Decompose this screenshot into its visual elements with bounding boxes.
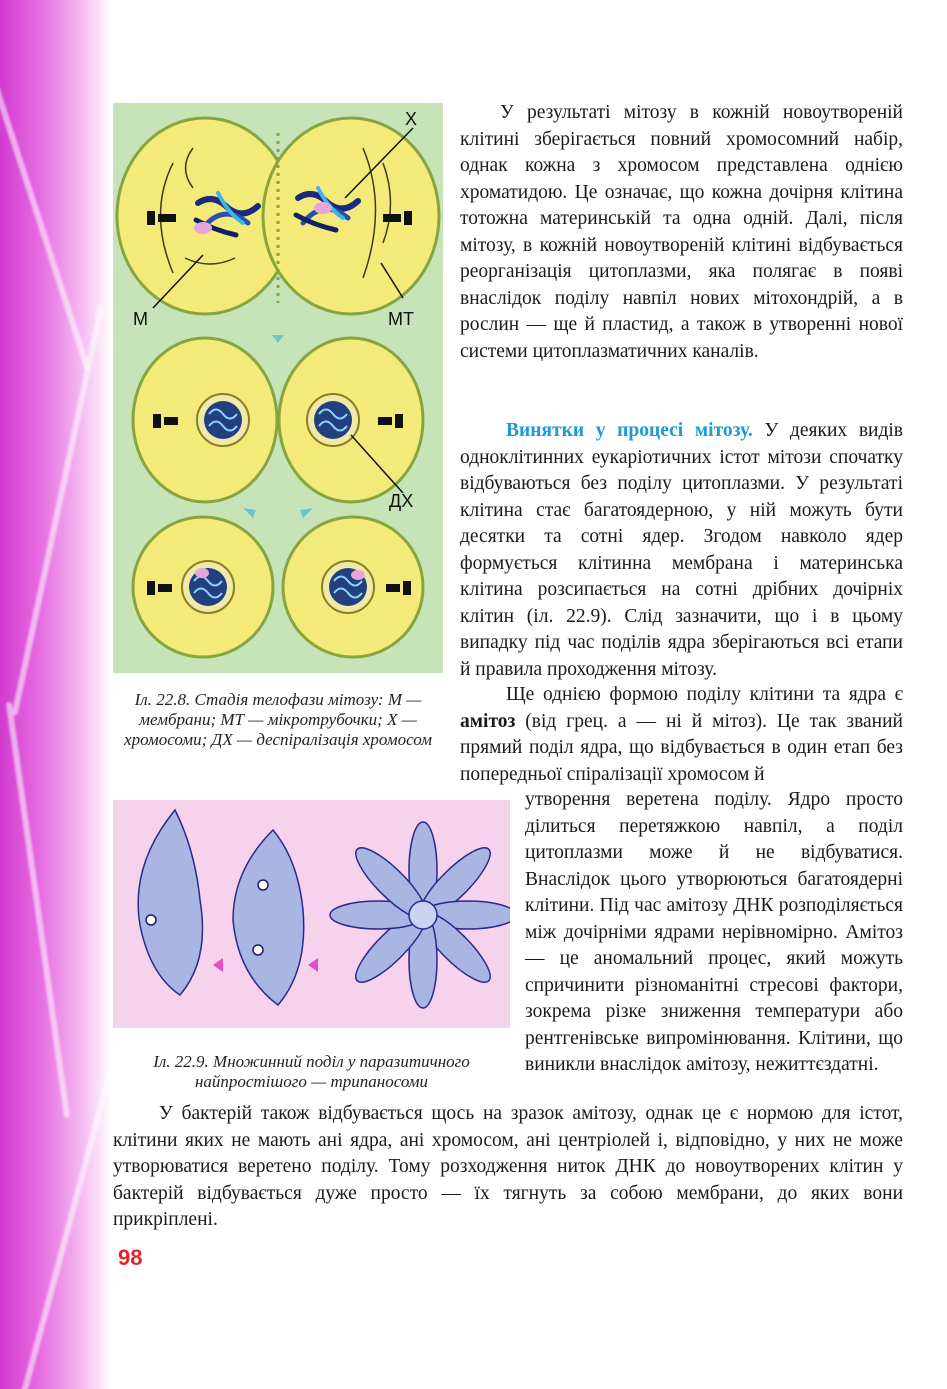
telophase-illustration [113,103,443,673]
figure-telophase [113,103,443,673]
label-x: Х [405,109,418,129]
label-mt: МТ [388,309,414,329]
paragraph-3-part-a: Ще однією формою поділу клітини та ядра є [506,684,903,705]
paragraph-2 [460,418,903,683]
term-amitosis: амітоз [460,710,516,732]
label-m: М [133,309,148,329]
cell-stage-3 [133,517,423,657]
trypanosome-cell-1 [138,810,202,995]
label-dx: ДХ [389,491,414,511]
arrows-diverge-icon [243,508,313,518]
cell-stage-2 [133,338,423,502]
decorative-side-band [0,0,112,1389]
figure-22-9-caption: Іл. 22.9. Множинний поділ у паразитичного найпростішого — трипаносоми [153,1052,470,1091]
figure-22-8-caption: Іл. 22.8. Стадія телофази мітозу: М — мембрани; МТ — мікротрубочки; Х — хромосоми; ДХ — деспіралізація хромосом [124,690,432,749]
paragraph-3-start [460,682,903,788]
cell-stage-1 [117,118,439,314]
paragraph-3-continued: утворення веретена поділу. Ядро просто ділиться перетяжкою навпіл, а поділ цитоплазми може й не відбуватися. Внаслідок цього утворюються багатоядерні клітини. Під час амітозу ДНК розподіляється між дочірніми ядрами нерівномірно. Амітоз — це аномальний процес, який можуть спричинити різноманітні стресові фактори, зокрема різке зниження температури або рентгенівське випромінювання. Клітини, що виникли внаслідок амітозу, нежиттєздатні. [525,789,903,1075]
section-heading-exceptions: Винятки у процесі мітозу. [506,420,753,441]
figure-trypanosome [113,800,510,1028]
trypanosome-rosette [330,822,510,1008]
paragraph-2-body: У деяких видів одноклітинних еукаріотичних істот мітози спочатку відбуваються без поділу цитоплазми. У результаті клітина стає багатоядерною, у ній можуть бути десятки та сотні ядер. Згодом навколо ядер формується клітинна мембрана і материнська клітина розсипається на сотні дрібних дочірніх клітин (іл. 22.9). Слід зазначити, що і в цьому випадку під час поділів ядра зберігаються всі етапи й правила проходження мітозу. [460,420,904,680]
arrow-down-icon [272,325,284,343]
paragraph-4: У бактерій також відбувається щось на зразок амітозу, однак це є нормою для істот, клітини яких не мають ані ядра, ані хромосом, ані центріолей і, відповідно, у них не може утворюватися веретено поділу. Тому розходження ниток ДНК до новоутворених клітин у бактерій відбувається дуже просто — їх тягнуть за собою мембрани, до яких вони прикріплені. [113,1103,903,1230]
trypanosome-illustration [113,800,510,1028]
paragraph-1: У результаті мітозу в кожній новоутвореній клітині зберігається повний хромосомний набір, однак кожна з хромосом представлена однією хроматидою. Це означає, що кожна дочірня клітина тотожна материнській та одна одній. Далі, після мітозу, в кожній новоутвореній клітині відбувається реорганізація цитоплазми, яка полягає в появі внаслідок поділу навпіл нових мітохондрій, а в рослин — ще й пластид, а також в утворенні нової системи цитоплазматичних каналів. [460,102,903,362]
trypanosome-cell-2 [233,830,304,1005]
page-number: 98 [118,1245,143,1270]
paragraph-3-part-b: (від грец. а — ні й мітоз). Це так званий прямий поділ ядра, що відбувається в один етап без попередньої спіралізації хромосом й [460,710,903,785]
